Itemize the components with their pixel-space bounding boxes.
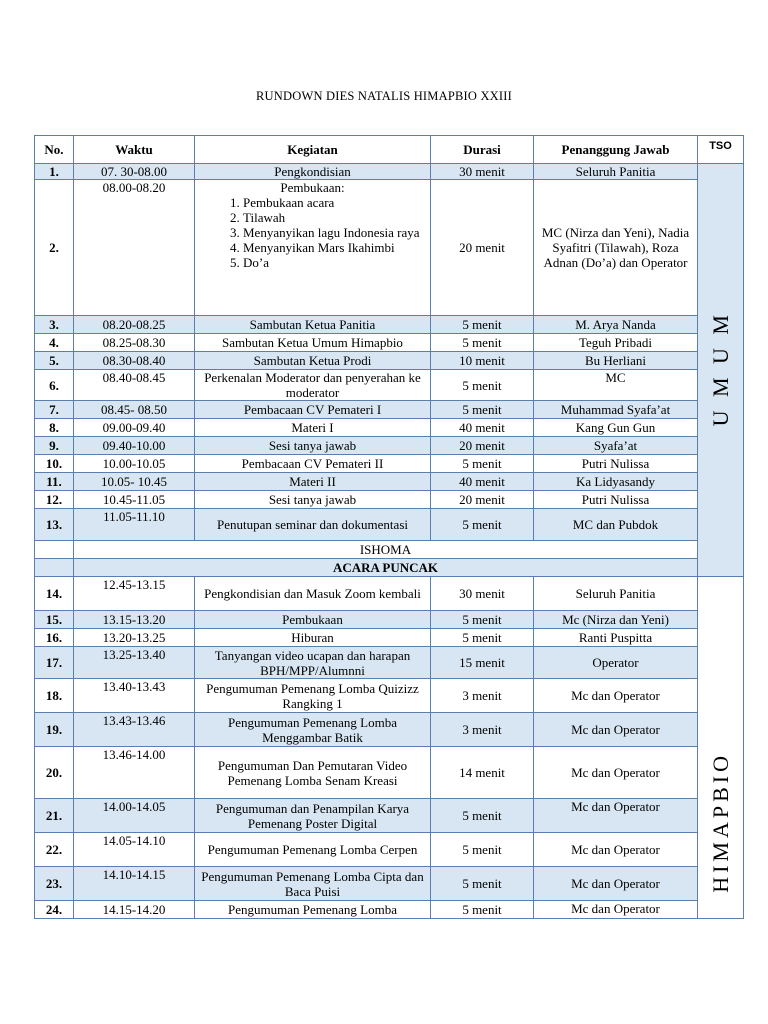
cell-penanggung-jawab: Mc dan Operator xyxy=(534,679,698,713)
header-durasi: Durasi xyxy=(431,136,534,164)
cell-penanggung-jawab: Mc dan Operator xyxy=(534,901,698,919)
ishoma-row xyxy=(35,541,744,559)
kegiatan-heading: Pembukaan: xyxy=(280,180,345,195)
cell-penanggung-jawab: MC xyxy=(534,370,698,401)
cell-no: 24. xyxy=(35,901,74,919)
table-row xyxy=(35,316,744,334)
table-row xyxy=(35,679,744,713)
cell-durasi: 20 menit xyxy=(431,180,534,316)
cell-durasi: 14 menit xyxy=(431,747,534,799)
cell-waktu: 10.00-10.05 xyxy=(74,455,195,473)
cell-no: 4. xyxy=(35,334,74,352)
table-row xyxy=(35,180,744,316)
cell-durasi: 5 menit xyxy=(431,316,534,334)
cell-penanggung-jawab: Bu Herliani xyxy=(534,352,698,370)
cell-penanggung-jawab: Syafa’at xyxy=(534,437,698,455)
cell-penanggung-jawab: Operator xyxy=(534,647,698,679)
cell-kegiatan: Materi II xyxy=(195,473,431,491)
cell-waktu: 14.00-14.05 xyxy=(74,799,195,833)
cell-penanggung-jawab: Mc dan Operator xyxy=(534,747,698,799)
cell-waktu: 09.40-10.00 xyxy=(74,437,195,455)
cell-waktu: 11.05-11.10 xyxy=(74,509,195,541)
cell-kegiatan: Sambutan Ketua Umum Himapbio xyxy=(195,334,431,352)
cell-durasi: 5 menit xyxy=(431,629,534,647)
cell-penanggung-jawab: Ka Lidyasandy xyxy=(534,473,698,491)
cell-kegiatan xyxy=(195,180,431,316)
cell-no: 11. xyxy=(35,473,74,491)
cell-kegiatan: Materi I xyxy=(195,419,431,437)
cell-durasi: 5 menit xyxy=(431,901,534,919)
cell-no: 17. xyxy=(35,647,74,679)
table-row xyxy=(35,164,744,180)
cell-no: 14. xyxy=(35,577,74,611)
cell-durasi: 5 menit xyxy=(431,401,534,419)
kegiatan-subitem: 4. Menyanyikan Mars Ikahimbi xyxy=(243,240,427,255)
cell-waktu: 08.25-08.30 xyxy=(74,334,195,352)
cell-durasi: 5 menit xyxy=(431,334,534,352)
cell-penanggung-jawab: Kang Gun Gun xyxy=(534,419,698,437)
cell-no: 18. xyxy=(35,679,74,713)
ishoma-label: ISHOMA xyxy=(74,541,698,559)
cell-no: 1. xyxy=(35,164,74,180)
cell-waktu: 14.05-14.10 xyxy=(74,833,195,867)
cell-kegiatan: Pengumuman Pemenang Lomba xyxy=(195,901,431,919)
cell-waktu: 14.10-14.15 xyxy=(74,867,195,901)
kegiatan-subitem: 3. Menyanyikan lagu Indonesia raya xyxy=(243,225,427,240)
cell-penanggung-jawab: MC dan Pubdok xyxy=(534,509,698,541)
table-row xyxy=(35,577,744,611)
acara-puncak-row xyxy=(35,559,744,577)
table-row xyxy=(35,334,744,352)
table-row xyxy=(35,370,744,401)
cell-durasi: 30 menit xyxy=(431,577,534,611)
cell-kegiatan: Pengumuman Pemenang Lomba Cipta dan Baca Puisi xyxy=(195,867,431,901)
cell-no: 15. xyxy=(35,611,74,629)
tso-group-himapbio xyxy=(698,577,744,919)
table-row xyxy=(35,611,744,629)
kegiatan-sublist xyxy=(198,195,427,270)
table-row xyxy=(35,713,744,747)
cell-durasi: 5 menit xyxy=(431,611,534,629)
cell-durasi: 20 menit xyxy=(431,437,534,455)
cell-kegiatan: Pengkondisian xyxy=(195,164,431,180)
cell-no: 8. xyxy=(35,419,74,437)
cell-no: 7. xyxy=(35,401,74,419)
cell-penanggung-jawab: Putri Nulissa xyxy=(534,455,698,473)
header-no: No. xyxy=(35,136,74,164)
cell-waktu: 08.20-08.25 xyxy=(74,316,195,334)
cell-kegiatan: Sambutan Ketua Prodi xyxy=(195,352,431,370)
table-row xyxy=(35,747,744,799)
cell-no: 9. xyxy=(35,437,74,455)
table-row xyxy=(35,455,744,473)
cell-no: 22. xyxy=(35,833,74,867)
table-row xyxy=(35,901,744,919)
kegiatan-subitem: 2. Tilawah xyxy=(243,210,427,225)
cell-durasi: 15 menit xyxy=(431,647,534,679)
cell-durasi: 5 menit xyxy=(431,833,534,867)
table-row xyxy=(35,799,744,833)
cell-waktu: 10.45-11.05 xyxy=(74,491,195,509)
table-row xyxy=(35,629,744,647)
cell-penanggung-jawab: Mc dan Operator xyxy=(534,713,698,747)
cell-penanggung-jawab: Mc dan Operator xyxy=(534,867,698,901)
cell-waktu: 08.40-08.45 xyxy=(74,370,195,401)
cell-durasi: 5 menit xyxy=(431,370,534,401)
cell-kegiatan: Pembacaan CV Pemateri I xyxy=(195,401,431,419)
cell-penanggung-jawab: Mc (Nirza dan Yeni) xyxy=(534,611,698,629)
table-row xyxy=(35,867,744,901)
cell-kegiatan: Pengumuman Pemenang Lomba Quizizz Rangking 1 xyxy=(195,679,431,713)
cell-durasi: 20 menit xyxy=(431,491,534,509)
table-row xyxy=(35,509,744,541)
table-row xyxy=(35,419,744,437)
table-body xyxy=(35,164,744,919)
cell-kegiatan: Sesi tanya jawab xyxy=(195,437,431,455)
cell-waktu: 13.43-13.46 xyxy=(74,713,195,747)
cell-no: 21. xyxy=(35,799,74,833)
cell-penanggung-jawab: Seluruh Panitia xyxy=(534,164,698,180)
cell-waktu: 13.20-13.25 xyxy=(74,629,195,647)
cell-waktu: 09.00-09.40 xyxy=(74,419,195,437)
cell-penanggung-jawab: Putri Nulissa xyxy=(534,491,698,509)
cell-kegiatan: Pengumuman Dan Pemutaran Video Pemenang Lomba Senam Kreasi xyxy=(195,747,431,799)
cell-durasi: 5 menit xyxy=(431,867,534,901)
tso-label-himapbio: HIMAPBIO xyxy=(708,752,733,893)
cell-kegiatan: Pengumuman Pemenang Lomba Menggambar Batik xyxy=(195,713,431,747)
cell-penanggung-jawab: M. Arya Nanda xyxy=(534,316,698,334)
cell-empty xyxy=(35,559,74,577)
header-penanggung-jawab: Penanggung Jawab xyxy=(534,136,698,164)
cell-durasi: 5 menit xyxy=(431,455,534,473)
cell-waktu: 12.45-13.15 xyxy=(74,577,195,611)
cell-no: 13. xyxy=(35,509,74,541)
cell-no: 16. xyxy=(35,629,74,647)
table-row xyxy=(35,401,744,419)
table-row xyxy=(35,833,744,867)
cell-durasi: 30 menit xyxy=(431,164,534,180)
cell-kegiatan: Tanyangan video ucapan dan harapan BPH/MPP/Alumnni xyxy=(195,647,431,679)
table-row xyxy=(35,647,744,679)
cell-no: 5. xyxy=(35,352,74,370)
table-header-row xyxy=(35,136,744,164)
cell-waktu: 08.00-08.20 xyxy=(74,180,195,316)
cell-no: 2. xyxy=(35,180,74,316)
cell-waktu: 13.40-13.43 xyxy=(74,679,195,713)
kegiatan-subitem: 1. Pembukaan acara xyxy=(243,195,427,210)
cell-waktu: 13.46-14.00 xyxy=(74,747,195,799)
cell-no: 3. xyxy=(35,316,74,334)
cell-waktu: 10.05- 10.45 xyxy=(74,473,195,491)
cell-waktu: 14.15-14.20 xyxy=(74,901,195,919)
table-row xyxy=(35,473,744,491)
cell-no: 19. xyxy=(35,713,74,747)
cell-no: 23. xyxy=(35,867,74,901)
header-kegiatan: Kegiatan xyxy=(195,136,431,164)
cell-durasi: 40 menit xyxy=(431,419,534,437)
cell-kegiatan: Pengumuman Pemenang Lomba Cerpen xyxy=(195,833,431,867)
cell-kegiatan: Hiburan xyxy=(195,629,431,647)
cell-kegiatan: Pengkondisian dan Masuk Zoom kembali xyxy=(195,577,431,611)
cell-penanggung-jawab: MC (Nirza dan Yeni), Nadia Syafitri (Tilawah), Roza Adnan (Do’a) dan Operator xyxy=(534,180,698,316)
cell-kegiatan: Sambutan Ketua Panitia xyxy=(195,316,431,334)
rundown-table xyxy=(34,135,744,919)
tso-group-umum xyxy=(698,164,744,577)
cell-waktu: 08.45- 08.50 xyxy=(74,401,195,419)
cell-penanggung-jawab: Teguh Pribadi xyxy=(534,334,698,352)
cell-waktu: 07. 30-08.00 xyxy=(74,164,195,180)
cell-no: 12. xyxy=(35,491,74,509)
cell-penanggung-jawab: Seluruh Panitia xyxy=(534,577,698,611)
cell-kegiatan: Sesi tanya jawab xyxy=(195,491,431,509)
header-waktu: Waktu xyxy=(74,136,195,164)
cell-penanggung-jawab: Mc dan Operator xyxy=(534,799,698,833)
cell-kegiatan: Penutupan seminar dan dokumentasi xyxy=(195,509,431,541)
cell-kegiatan: Pembacaan CV Pemateri II xyxy=(195,455,431,473)
cell-penanggung-jawab: Ranti Puspitta xyxy=(534,629,698,647)
cell-empty xyxy=(35,541,74,559)
table-row xyxy=(35,491,744,509)
cell-waktu: 13.15-13.20 xyxy=(74,611,195,629)
cell-no: 20. xyxy=(35,747,74,799)
cell-no: 6. xyxy=(35,370,74,401)
cell-no: 10. xyxy=(35,455,74,473)
cell-kegiatan: Pengumuman dan Penampilan Karya Pemenang Poster Digital xyxy=(195,799,431,833)
cell-durasi: 5 menit xyxy=(431,799,534,833)
cell-penanggung-jawab: Muhammad Syafa’at xyxy=(534,401,698,419)
cell-penanggung-jawab: Mc dan Operator xyxy=(534,833,698,867)
document-title: RUNDOWN DIES NATALIS HIMAPBIO XXIII xyxy=(256,89,512,103)
cell-waktu: 13.25-13.40 xyxy=(74,647,195,679)
kegiatan-subitem: 5. Do’a xyxy=(243,255,427,270)
cell-durasi: 5 menit xyxy=(431,509,534,541)
cell-durasi: 3 menit xyxy=(431,679,534,713)
acara-puncak-label: ACARA PUNCAK xyxy=(74,559,698,577)
cell-durasi: 40 menit xyxy=(431,473,534,491)
table-row xyxy=(35,352,744,370)
cell-waktu: 08.30-08.40 xyxy=(74,352,195,370)
table-row xyxy=(35,437,744,455)
tso-label-umum: U M U M xyxy=(708,310,733,427)
cell-durasi: 10 menit xyxy=(431,352,534,370)
cell-kegiatan: Pembukaan xyxy=(195,611,431,629)
cell-kegiatan: Perkenalan Moderator dan penyerahan ke moderator xyxy=(195,370,431,401)
cell-durasi: 3 menit xyxy=(431,713,534,747)
header-tso: TSO xyxy=(698,136,744,164)
